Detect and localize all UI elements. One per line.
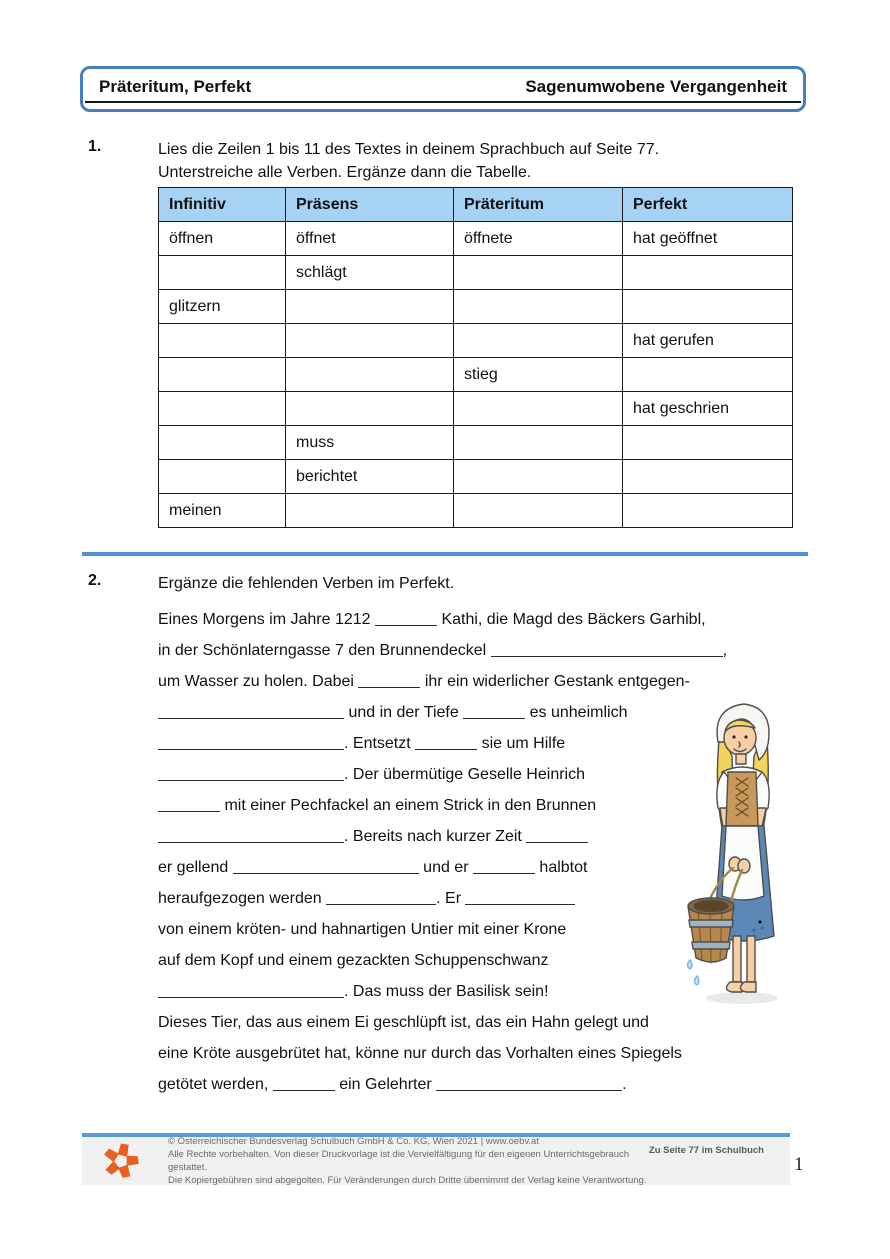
story-line: . Der übermütige Geselle Heinrich	[158, 759, 727, 790]
verb-table-header: Perfekt	[623, 188, 793, 222]
story-line: eine Kröte ausgebrütet hat, könne nur durch das Vorhalten eines Spiegels	[158, 1045, 682, 1062]
fill-in-blank[interactable]	[158, 737, 344, 750]
verb-cell-empty[interactable]	[454, 494, 623, 528]
story-line: er gellend und er halbtot	[158, 859, 588, 876]
verb-cell-filled: berichtet	[286, 460, 454, 494]
verb-cell-empty[interactable]	[159, 392, 286, 426]
verb-cell-filled: öffnen	[159, 222, 286, 256]
fill-in-blank[interactable]	[158, 985, 344, 998]
task2-number: 2.	[88, 572, 102, 589]
verb-table-header: Präsens	[286, 188, 454, 222]
fill-in-blank[interactable]	[526, 830, 588, 843]
verb-table-row	[159, 392, 793, 426]
story-line: und in der Tiefe es unheimlich	[158, 697, 727, 728]
task1-instruction-line1: Lies die Zeilen 1 bis 11 des Textes in deinem Sprachbuch auf Seite 77.	[158, 141, 660, 158]
verb-cell-empty[interactable]	[454, 460, 623, 494]
verb-table-row	[159, 290, 793, 324]
fill-in-blank[interactable]	[358, 675, 420, 688]
story-line: heraufgezogen werden . Er	[158, 883, 727, 914]
verb-cell-filled: schlägt	[286, 256, 454, 290]
maid-with-bucket-illustration	[680, 696, 808, 1014]
fill-in-blank[interactable]	[158, 706, 344, 719]
footer-page-reference: Zu Seite 77 im Schulbuch	[648, 1145, 764, 1156]
story-line: Dieses Tier, das aus einem Ei geschlüpft ist, das ein Hahn gelegt und	[158, 1014, 649, 1031]
verb-cell-empty[interactable]	[286, 324, 454, 358]
fill-in-blank[interactable]	[491, 644, 723, 657]
task2-instruction: Ergänze die fehlenden Verben im Perfekt.	[158, 575, 455, 592]
footer-copyright	[168, 1135, 649, 1187]
fill-in-blank[interactable]	[463, 706, 525, 719]
verb-cell-empty[interactable]	[454, 392, 623, 426]
story-line: mit einer Pechfackel an einem Strick in den Brunnen	[158, 790, 727, 821]
verb-cell-empty[interactable]	[159, 324, 286, 358]
verb-table-row	[159, 358, 793, 392]
story-text	[158, 604, 727, 1100]
task1-number: 1.	[88, 138, 102, 155]
verb-cell-empty[interactable]	[286, 290, 454, 324]
story-line: von einem kröten- und hahnartigen Untier mit einer Krone	[158, 921, 567, 938]
verb-cell-empty[interactable]	[623, 494, 793, 528]
verb-table-row	[159, 426, 793, 460]
fill-in-blank[interactable]	[233, 861, 419, 874]
fill-in-blank[interactable]	[158, 830, 344, 843]
story-line: in der Schönlaterngasse 7 den Brunnendeckel ,	[158, 642, 728, 659]
verb-cell-empty[interactable]	[623, 426, 793, 460]
story-line: auf dem Kopf und einem gezackten Schuppenschwanz	[158, 952, 549, 969]
verb-cell-empty[interactable]	[623, 256, 793, 290]
footer	[82, 1133, 790, 1185]
verb-cell-empty[interactable]	[454, 290, 623, 324]
verb-cell-empty[interactable]	[286, 392, 454, 426]
verb-cell-filled: öffnete	[454, 222, 623, 256]
header-topic-left: Präteritum, Perfekt	[99, 77, 252, 96]
story-line: getötet werden, ein Gelehrter .	[158, 1076, 627, 1093]
fill-in-blank[interactable]	[375, 613, 437, 626]
header-box	[80, 66, 806, 112]
verb-cell-filled: glitzern	[159, 290, 286, 324]
fill-in-blank[interactable]	[326, 892, 436, 905]
verb-table-wrap	[158, 187, 793, 528]
verb-cell-empty[interactable]	[159, 256, 286, 290]
verb-table-row	[159, 460, 793, 494]
verb-table-header-row	[159, 188, 793, 222]
fill-in-blank[interactable]	[436, 1078, 622, 1091]
verb-table-row	[159, 256, 793, 290]
fill-in-blank[interactable]	[473, 861, 535, 874]
verb-table-header: Infinitiv	[159, 188, 286, 222]
fill-in-blank[interactable]	[158, 799, 220, 812]
footer-line2: Alle Rechte vorbehalten. Von dieser Druckvorlage ist die Vervielfältigung für den eigenen Unterrichtsgebrauch gestattet.	[168, 1149, 630, 1173]
verb-cell-empty[interactable]	[159, 358, 286, 392]
story-line: . Entsetzt sie um Hilfe	[158, 728, 727, 759]
fill-in-blank[interactable]	[465, 892, 575, 905]
footer-line1: © Österreichischer Bundesverlag Schulbuch GmbH & Co. KG, Wien 2021 | www.oebv.at	[168, 1136, 539, 1147]
verb-cell-filled: hat geschrien	[623, 392, 793, 426]
section-divider	[82, 552, 808, 556]
task1-instruction-line2: Unterstreiche alle Verben. Ergänze dann die Tabelle.	[158, 164, 532, 181]
story-line: Eines Morgens im Jahre 1212 Kathi, die Magd des Bäckers Garhibl,	[158, 611, 706, 628]
oebv-logo-icon	[102, 1140, 140, 1182]
verb-cell-filled: hat geöffnet	[623, 222, 793, 256]
maid-with-bucket-icon	[680, 696, 808, 1014]
fill-in-blank[interactable]	[415, 737, 477, 750]
task1-instruction	[158, 138, 659, 184]
verb-cell-empty[interactable]	[454, 256, 623, 290]
verb-cell-empty[interactable]	[623, 460, 793, 494]
verb-cell-filled: muss	[286, 426, 454, 460]
verb-cell-empty[interactable]	[159, 460, 286, 494]
verb-table	[158, 187, 793, 528]
verb-cell-filled: stieg	[454, 358, 623, 392]
verb-table-row	[159, 324, 793, 358]
verb-cell-empty[interactable]	[623, 358, 793, 392]
header-row	[85, 77, 801, 103]
header-topic-right: Sagenumwobene Vergangenheit	[525, 77, 787, 96]
verb-table-row	[159, 222, 793, 256]
verb-cell-empty[interactable]	[454, 426, 623, 460]
page-number: 1	[794, 1154, 804, 1175]
verb-cell-empty[interactable]	[454, 324, 623, 358]
verb-cell-empty[interactable]	[286, 358, 454, 392]
story-line: . Das muss der Basilisk sein!	[158, 976, 727, 1007]
verb-cell-filled: meinen	[159, 494, 286, 528]
verb-cell-filled: öffnet	[286, 222, 454, 256]
footer-line3: Die Kopiergebühren sind abgegolten. Für Veränderungen durch Dritte übernimmt der Verlag keine Verantwortung.	[168, 1175, 647, 1186]
story-line: . Bereits nach kurzer Zeit	[158, 821, 727, 852]
verb-table-header: Präteritum	[454, 188, 623, 222]
verb-cell-empty[interactable]	[623, 290, 793, 324]
verb-cell-filled: hat gerufen	[623, 324, 793, 358]
verb-cell-empty[interactable]	[286, 494, 454, 528]
fill-in-blank[interactable]	[158, 768, 344, 781]
verb-cell-empty[interactable]	[159, 426, 286, 460]
verb-table-row	[159, 494, 793, 528]
story-line: um Wasser zu holen. Dabei ihr ein widerlicher Gestank entgegen-	[158, 673, 690, 690]
fill-in-blank[interactable]	[273, 1078, 335, 1091]
